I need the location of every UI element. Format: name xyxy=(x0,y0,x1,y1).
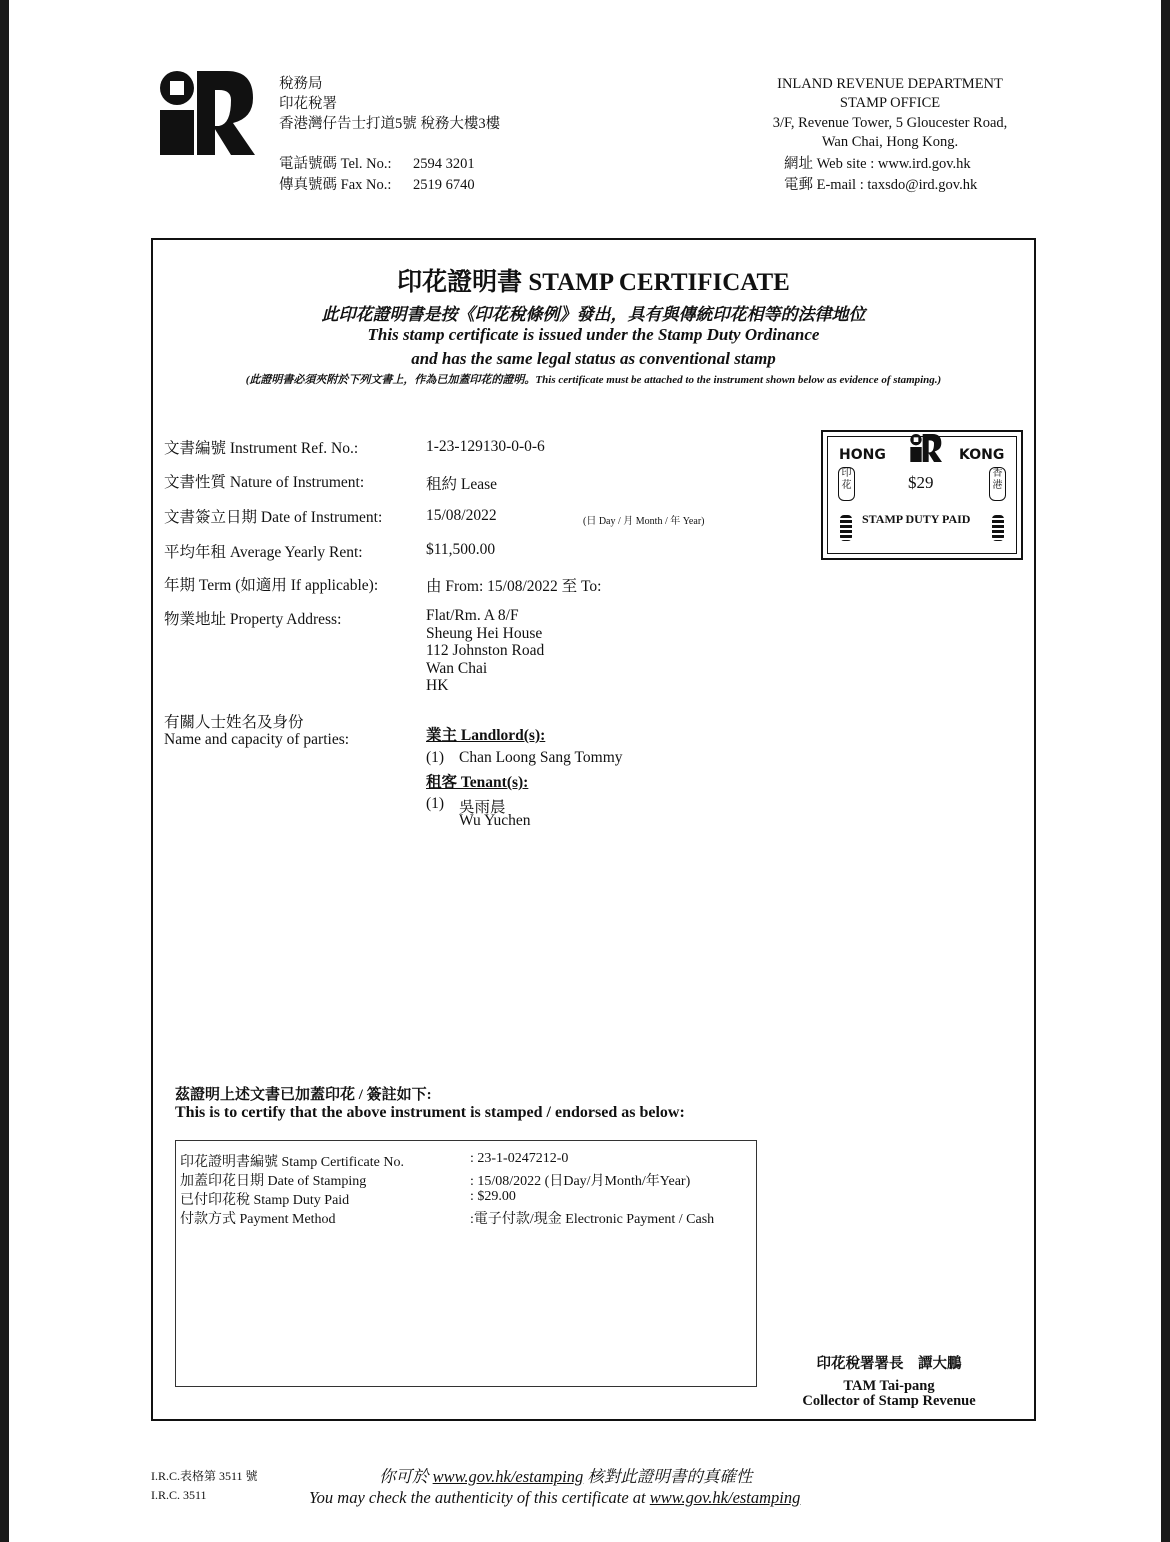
stamp-hong: HONG xyxy=(839,447,886,463)
term-value: 由 From: 15/08/2022 至 To: xyxy=(426,578,602,595)
date-value: 15/08/2022 xyxy=(426,507,497,524)
stamp-ornament-right xyxy=(992,515,1004,541)
form-number-zh: I.R.C.表格第 3511 號 xyxy=(151,1469,258,1483)
header-zh-dept: 稅務局 xyxy=(279,76,323,92)
cert-no-value: : 23-1-0247212-0 xyxy=(470,1151,569,1166)
header-en-office: STAMP OFFICE xyxy=(839,95,941,111)
duty-paid-value: : $29.00 xyxy=(470,1189,516,1204)
stamping-date-label: 加蓋印花日期 Date of Stamping xyxy=(180,1174,367,1189)
nature-value: 租約 Lease xyxy=(426,476,498,493)
payment-method-value: :電子付款/現金 Electronic Payment / Cash xyxy=(470,1212,715,1227)
certify-zh: 茲證明上述文書已加蓋印花 / 簽註如下: xyxy=(175,1087,432,1103)
stamp-duty-paid-stamp xyxy=(821,430,1023,560)
tenant-1-num: (1) xyxy=(426,795,445,812)
tenant-1-name-en: Wu Yuchen xyxy=(459,812,531,829)
duty-paid-label: 已付印花稅 Stamp Duty Paid xyxy=(180,1193,350,1208)
stamp-right-chars: 香港 xyxy=(989,467,1006,501)
term-label: 年期 Term (如適用 If applicable): xyxy=(164,577,379,594)
nature-label: 文書性質 Nature of Instrument: xyxy=(164,474,365,491)
tel-value: 2594 3201 xyxy=(413,156,475,172)
signature-zh: 印花稅署署長 譚大鵬 xyxy=(816,1356,962,1372)
header-email: 電郵 E-mail : taxsdo@ird.gov.hk xyxy=(784,177,978,193)
header-en-address1: 3/F, Revenue Tower, 5 Gloucester Road, xyxy=(772,115,1008,131)
certify-box xyxy=(175,1140,757,1387)
address-line: HK xyxy=(426,677,449,694)
header-zh-address: 香港灣仔告士打道5號 稅務大樓3樓 xyxy=(279,116,501,132)
cert-no-label: 印花證明書編號 Stamp Certificate No. xyxy=(180,1155,404,1170)
tenant-1-name-zh: 吳雨晨 xyxy=(459,799,506,816)
ref-label: 文書編號 Instrument Ref. No.: xyxy=(164,440,359,457)
form-number-en: I.R.C. 3511 xyxy=(151,1488,207,1502)
parties-label xyxy=(164,714,349,748)
signature-name: TAM Tai-pang xyxy=(843,1378,935,1394)
check-en-pre: You may check the authenticity of this certificate at xyxy=(309,1488,646,1507)
estamping-link-en[interactable]: www.gov.hk/estamping xyxy=(649,1488,801,1507)
stamp-amount: $29 xyxy=(908,473,934,492)
fax-label: 傳真號碼 Fax No.: xyxy=(279,177,392,193)
estamping-link-zh[interactable]: www.gov.hk/estamping xyxy=(432,1467,584,1486)
landlord-1-name: Chan Loong Sang Tommy xyxy=(459,749,623,766)
stamp-left-chars: 印花 xyxy=(838,467,855,501)
check-zh-post: 核對此證明書的真確性 xyxy=(587,1467,753,1486)
address-line: Wan Chai xyxy=(426,659,488,677)
stamp-certificate-page xyxy=(9,0,1161,1542)
check-zh-pre: 你可於 xyxy=(379,1467,429,1486)
payment-method-label: 付款方式 Payment Method xyxy=(180,1212,336,1227)
parties-label-en: Name and capacity of parties: xyxy=(164,731,350,748)
stamping-date-value: : 15/08/2022 (日Day/月Month/年Year) xyxy=(470,1174,691,1189)
stamp-paid-text: STAMP DUTY PAID xyxy=(862,512,971,526)
stamp-ornament-left xyxy=(840,515,852,541)
tel-label: 電話號碼 Tel. No.: xyxy=(279,156,392,172)
date-format-hint: (日 Day / 月 Month / 年 Year) xyxy=(583,516,705,527)
fax-value: 2519 6740 xyxy=(413,177,475,193)
header-en-address2: Wan Chai, Hong Kong. xyxy=(821,134,959,150)
property-address xyxy=(426,607,544,695)
address-line: Flat/Rm. A 8/F xyxy=(426,607,519,624)
ird-logo xyxy=(157,68,257,158)
landlord-heading: 業主 Landlord(s): xyxy=(426,727,546,744)
certificate-title: 印花證明書 STAMP CERTIFICATE xyxy=(397,269,790,296)
ref-value: 1-23-129130-0-0-6 xyxy=(426,438,545,455)
header-zh-office: 印花稅署 xyxy=(279,96,337,112)
certificate-subtitle-zh: 此印花證明書是按《印花稅條例》發出，具有與傳統印花相等的法律地位 xyxy=(321,305,866,324)
signature-title: Collector of Stamp Revenue xyxy=(802,1393,976,1409)
parties-label-zh: 有關人士姓名及身份 xyxy=(164,714,304,731)
check-en xyxy=(309,1488,800,1508)
stamp-kong: KONG xyxy=(959,447,1005,463)
rent-value: $11,500.00 xyxy=(426,541,496,558)
date-label: 文書簽立日期 Date of Instrument: xyxy=(164,509,383,526)
check-zh xyxy=(379,1463,752,1487)
landlord-1-num: (1) xyxy=(426,749,445,766)
certificate-note: (此證明書必須夾附於下列文書上，作為已加蓋印花的證明。This certificate must be attached to the instrument shown below as evidence of stamping.) xyxy=(245,374,942,386)
certificate-subtitle-en1: This stamp certificate is issued under the Stamp Duty Ordinance xyxy=(367,325,820,344)
header-en-dept: INLAND REVENUE DEPARTMENT xyxy=(777,76,1003,92)
certificate-subtitle-en2: and has the same legal status as conventional stamp xyxy=(411,349,776,368)
certify-en: This is to certify that the above instrument is stamped / endorsed as below: xyxy=(175,1104,685,1121)
stamp-ird-logo xyxy=(908,433,944,463)
address-label: 物業地址 Property Address: xyxy=(164,611,342,628)
address-line: Sheung Hei House xyxy=(426,624,543,642)
header-website: 網址 Web site : www.ird.gov.hk xyxy=(784,156,971,172)
rent-label: 平均年租 Average Yearly Rent: xyxy=(164,544,363,561)
address-line: 112 Johnston Road xyxy=(426,642,545,659)
tenant-heading: 租客 Tenant(s): xyxy=(426,774,529,791)
